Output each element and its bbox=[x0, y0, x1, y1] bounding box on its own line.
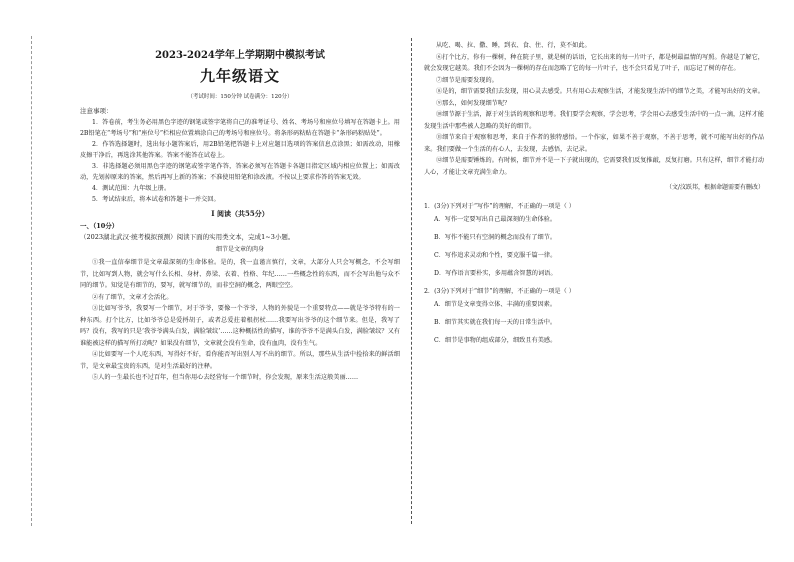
article-paragraph: 从吃、喝、拉、撒、睡，到衣、食、住、行，莫不如此。 bbox=[436, 42, 591, 49]
article-paragraph: ⑩细节源于生活，源于对生活的观察和思考。我们要学会观察，学会思考，学会用心去感受生活中的一点一滴，这样才能发现生活中那些被人忽略的美好的细节。 bbox=[424, 111, 764, 130]
article-paragraph: ⑧是的，细节需要我们去发现，用心灵去感受。只有用心去观察生活，才能发现生活中的细节之美，才能写出好的文章。 bbox=[436, 88, 764, 95]
question-option: A．写作一定要写出自己最深刻的生命体验。 bbox=[434, 216, 557, 223]
note-item: 4．测试范围：九年级上册。 bbox=[92, 185, 171, 192]
binding-margin bbox=[12, 0, 52, 562]
article-source: （文/汶跃邦，根据命题需要有删改） bbox=[665, 184, 764, 191]
article-paragraph: ⑨那么，如何发现细节呢？ bbox=[436, 99, 511, 107]
article-paragraph: ⑫细节是需要锤炼的。有时候，细节并不是一下子就出现的，它需要我们反复推敲，反复打磨。只有这样，细节才能打动人心，才能让文章充满生命力。 bbox=[424, 157, 764, 176]
exam-title: 2023-2024学年上学期期中模拟考试 bbox=[155, 50, 325, 61]
question-stem: 1．(3分)下列对于“写作”的理解，不正确的一项是（ ） bbox=[424, 203, 575, 210]
article-paragraph: ⑥打个比方，你有一棵树，种在院子里，就是树的话语，它长出来的每一片叶子，都是树最温情的写照。你越是了解它，就会发现它越美。我们不会因为一棵树的存在而忽略了它的每一片叶子，也不会只看见了叶子，而忘记了树的存在。 bbox=[424, 53, 764, 72]
article-paragraph: ⑤人的一生最长也不过百年，但当你用心去经营每一个细节时，你会发现，原来生活这般美丽…… bbox=[92, 374, 359, 381]
note-item: 1．答卷前，考生务必用黑色字迹的钢笔或签字笔将自己的准考证号、姓名、考场号和座位号填写在答题卡上。用2B铅笔在“考场号”和“座位号”栏相应位置填涂自己的考场号和座位号。将条形码粘贴在答题卡“条形码粘贴处”。 bbox=[80, 119, 400, 137]
question-option: C．细节是事物的组成部分，细致且有美感。 bbox=[434, 337, 557, 344]
column-divider bbox=[411, 38, 412, 524]
question-option: D．写作语言要朴实，多用蕴含智慧的词语。 bbox=[434, 270, 557, 277]
section-title: Ⅰ 阅读（共55分） bbox=[211, 209, 269, 218]
part-label: 一、（10分） bbox=[80, 222, 119, 230]
article-paragraph: ③比如写爷爷，我要写一个细节，对于爷爷，要像一个爷爷，人物的外貌是一个重要特点——就是爷爷特有的一种东西。打个比方，比如爷爷总是爱捋胡子，或者总爱拄着根拐杖……我要写出爷爷的这个细节来。但是，我写了吗？没有，我写的只是‘我爷爷满头白发，满脸皱纹’……这种概括性的描写，谁的爷爷不是满头白发，满脸皱纹？又有谁能被这样的描写所打动呢？如果没有细节，文章就会没有生命，没有血肉，没有生气。 bbox=[80, 305, 400, 347]
article-paragraph: ⑦细节是需要发现的。 bbox=[436, 76, 498, 84]
note-item: 3．非选择题必须用黑色字迹的钢笔或签字笔作答，答案必须写在答题卡各题目指定区域内相应位置上；如需改动，先划掉原来的答案，然后再写上新的答案；不准使用铅笔和涂改液。不按以上要求作答的答案无效。 bbox=[80, 163, 400, 181]
article-paragraph: ⑪细节来自于观察和思考，来自于作者的独特感悟。一个作家，如果不善于观察，不善于思考，就不可能写出好的作品来。我们要做一个生活的有心人，去发现，去感悟，去记录。 bbox=[424, 134, 764, 153]
article-paragraph: ①我一直信奉细节是文章最深刻的生命体验。是的，我一直谨言慎行，文章，大部分人只会写概念，不会写细节，比如写到人物，就会写什么长相、身材、鼻梁、衣着、性格、年纪……一些概念性的东西，而不会写出他与众不同的细节。知觉是有细节的，要写，就写细节的，而非空洞的概念，两眼空空。 bbox=[80, 259, 400, 289]
note-item: 2．作答选择题时，选出每小题答案后，用2B铅笔把答题卡上对应题目选项的答案信息点涂黑；如需改动，用橡皮擦干净后，再选涂其他答案。答案不能答在试卷上。 bbox=[80, 141, 400, 159]
subject-title: 九年级语文 bbox=[199, 67, 280, 85]
question-stem: 2．(3分)下列对于“细节”的理解，不正确的一项是（ ） bbox=[424, 288, 575, 295]
left-column bbox=[80, 0, 400, 562]
article-paragraph: ④比如要写一个人吃东西，写得好不好，看你能否写出别人写不出的细节。所以，那些从生活中捡拾来的鲜活细节，是文章最宝贵的东西，是对生活最好的注释。 bbox=[80, 351, 400, 370]
part-instruction: （2023湖北武汉·统考模拟预测）阅读下面的实用类文本，完成1~3小题。 bbox=[80, 233, 295, 241]
question-option: B．细节其实就在我们每一天的日常生活中。 bbox=[434, 319, 557, 326]
article-title: 细节是文章的肉身 bbox=[215, 246, 264, 253]
note-item: 5．考试结束后，将本试卷和答题卡一并交回。 bbox=[92, 196, 220, 203]
question-option: B．写作不能只有空洞的概念而没有了细节。 bbox=[434, 234, 557, 241]
question-option: C．写作追求灵动和个性，要克服千篇一律。 bbox=[434, 252, 557, 259]
article-paragraph: ②有了细节，文章才会活化。 bbox=[92, 293, 173, 301]
notes-label: 注意事项： bbox=[80, 107, 113, 115]
binding-dashed-line bbox=[31, 36, 32, 526]
right-column bbox=[424, 0, 764, 562]
exam-meta: （考试时间：150分钟 试卷满分：120分） bbox=[187, 94, 293, 100]
question-option: A．细节是文章变得立体、丰满的重要因素。 bbox=[434, 301, 557, 308]
